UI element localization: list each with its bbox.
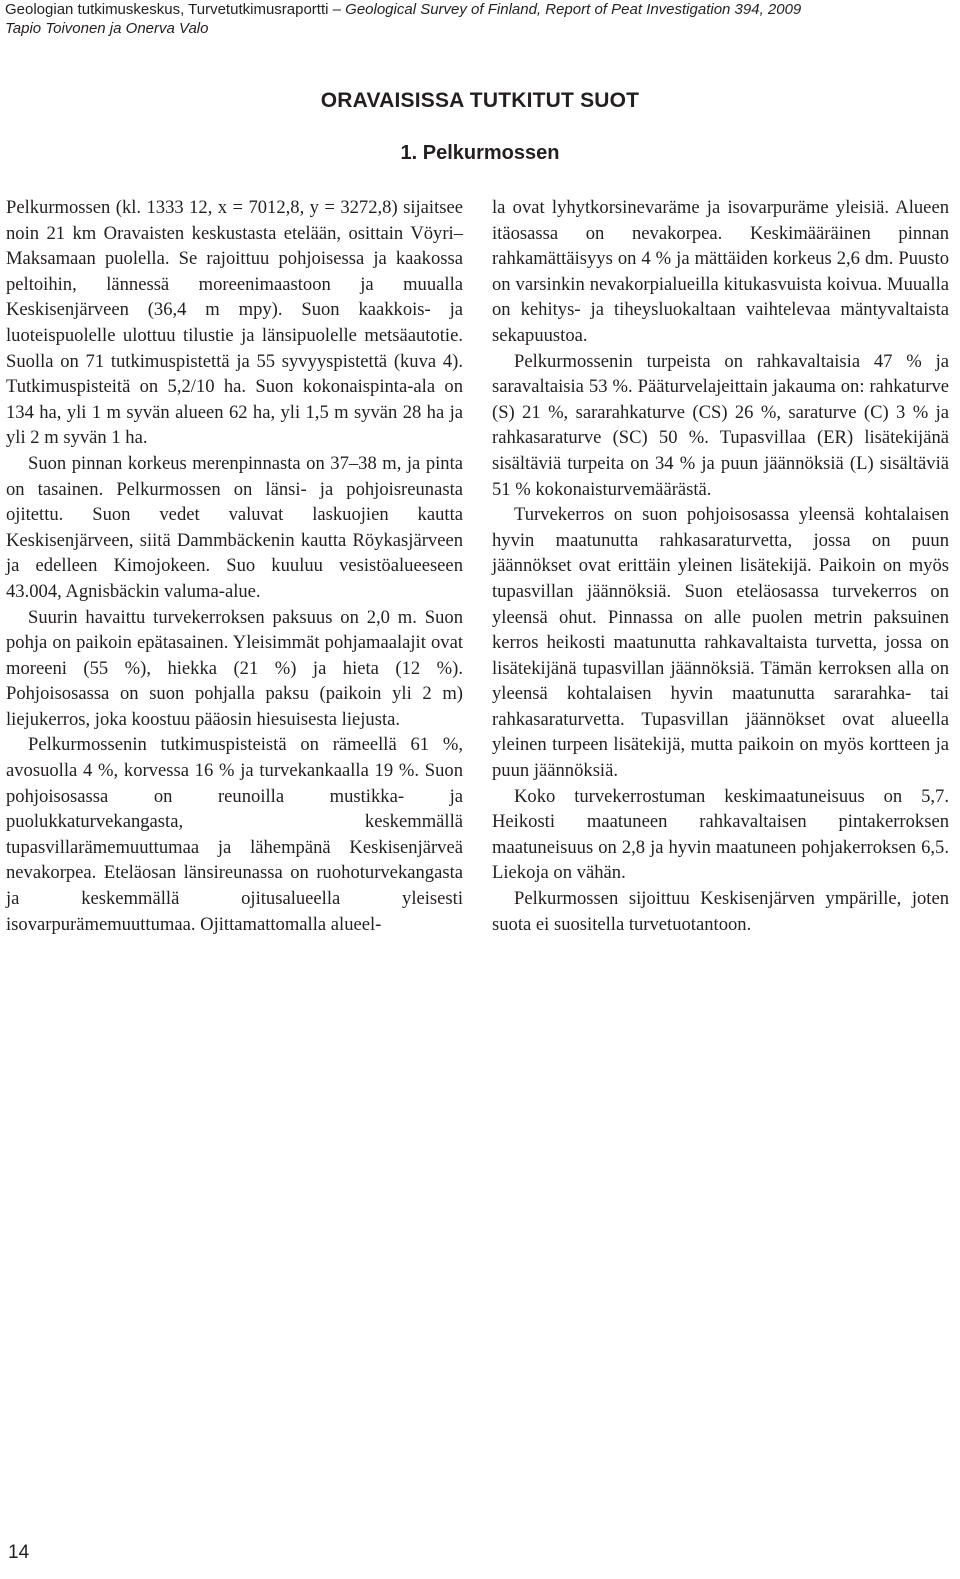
publication-series: Geologian tutkimuskeskus, Turvetutkimusraportti (5, 1, 329, 18)
paragraph: Koko turvekerrostuman keskimaatuneisuus on 5,7. Heikosti maatuneen rahkavaltaisen pintakerroksen maatuneisuus on 2,8 ja hyvin maatuneen pohjakerroksen 6,5. Liekoja on vähän. (492, 785, 949, 884)
paragraph: Turvekerros on suon pohjoisosassa yleensä kohtalaisen hyvin maatunutta rahkasaraturvetta, jossa on puun jäännökset ovat erittäin yleinen lisätekijä. Paikoin on myös tupasvillan jäännöksiä. Suon eteläosassa turvekerros on yleensä ohut. Pinnassa on alle puolen metrin paksuinen kerros heikosti maatunutta rahkavaltaista turvetta, jossa on lisätekijänä tupasvillan jäännöksiä. Tämän kerroksen alla on yleensä kohtalaisen hyvin maatunutta sararahka- tai rahkasaraturvetta. Tupasvillan jäännökset ovat alueella yleinen turpeen lisätekijä, mutta paikoin on myös kortteen ja puun jäännöksiä. (492, 504, 949, 782)
running-header-publication (5, 0, 801, 19)
running-header-authors: Tapio Toivonen ja Onerva Valo (5, 20, 209, 37)
paragraph: Suurin havaittu turvekerroksen paksuus on 2,0 m. Suon pohja on paikoin epätasainen. Yleisimmät pohjamaalajit ovat moreeni (55 %), hiekka (21 %) ja hieta (12 %). Pohjoisosassa on suon pohjalla paksu (paikoin yli 2 m) liejukerros, joka koostuu pääosin hiesuisesta liejusta. (6, 606, 463, 730)
paragraph: Pelkurmossenin turpeista on rahkavaltaisia 47 % ja saravaltaisia 53 %. Pääturvelajeittain jakauma on: rahkaturve (S) 21 %, sararahkaturve (CS) 26 %, saraturve (C) 3 % ja rahkasaraturve (SC) 50 %. Tupasvillaa (ER) lisätekijänä sisältäviä turpeita on 34 % ja puun jäännöksiä (L) sisältäviä 51 % kokonaisturvemäärästä. (492, 350, 949, 500)
section-title: 1. Pelkurmossen (400, 142, 560, 164)
right-column (492, 195, 949, 937)
header-dash: – (328, 1, 346, 18)
paragraph: Suon pinnan korkeus merenpinnasta on 37–38 m, ja pinta on tasainen. Pelkurmossen on länsi- ja pohjoisreunasta ojitettu. Suon vedet valuvat laskuojien kautta Keskisenjärveen, siitä Dammbäckenin kautta Röykasjärveen ja edelleen Kimojokeen. Suo kuuluu vesistöalueeseen 43.004, Agnisbäckin valuma-alue. (6, 452, 463, 602)
left-column (6, 195, 463, 937)
paragraph: Pelkurmossen sijoittuu Keskisenjärven ympärille, joten suota ei suositella turvetuotantoon. (492, 888, 949, 935)
publication-series-english: Geological Survey of Finland, Report of Peat Investigation 394, 2009 (345, 1, 802, 18)
paragraph: la ovat lyhytkorsinevaräme ja isovarpuräme yleisiä. Alueen itäosassa on nevakorpea. Keskimääräinen pinnan rahkamättäisyys on 4 % ja mättäiden korkeus 2,6 dm. Puusto on varsinkin nevakorpialueilla kitukasvuista koivua. Muualla on kehitys- ja tiheysluokaltaan vaihtelevaa mäntyvaltaista sekapuustoa. (492, 197, 949, 346)
paragraph: Pelkurmossenin tutkimuspisteistä on rämeellä 61 %, avosuolla 4 %, korvessa 16 % ja turvekankaalla 19 %. Suon pohjoisosassa on reunoilla mustikka- ja puolukkaturvekangasta, keskemmällä tupasvillarämemuuttumaa ja lähempänä Keskisenjärveä nevakorpea. Eteläosan länsireunassa on ruohoturvekangasta ja keskemmällä ojitusalueella yleisesti isovarpurämemuuttumaa. Ojittamattomalla alueel- (6, 734, 463, 935)
page-title: ORAVAISISSA TUTKITUT SUOT (320, 89, 640, 112)
paragraph: Pelkurmossen (kl. 1333 12, x = 7012,8, y = 3272,8) sijaitsee noin 21 km Oravaisten keskustasta etelään, osittain Vöyri–Maksamaan puolella. Se rajoittuu pohjoisessa ja kaakossa peltoihin, lännessä moreenimaastoon ja muualla Keskisenjärveen (36,4 m mpy). Suon kaakkois- ja luoteispuolelle ulottuu tilustie ja länsipuolelle metsäautotie. Suolla on 71 tutkimuspistettä ja 55 syvyyspistettä (kuva 4). Tutkimuspisteitä on 5,2/10 ha. Suon kokonaispinta-ala on 134 ha, yli 1 m syvän alueen 62 ha, yli 1,5 m syvän 28 ha ja yli 2 m syvän 1 ha. (6, 197, 463, 449)
page-number: 14 (8, 1542, 30, 1563)
